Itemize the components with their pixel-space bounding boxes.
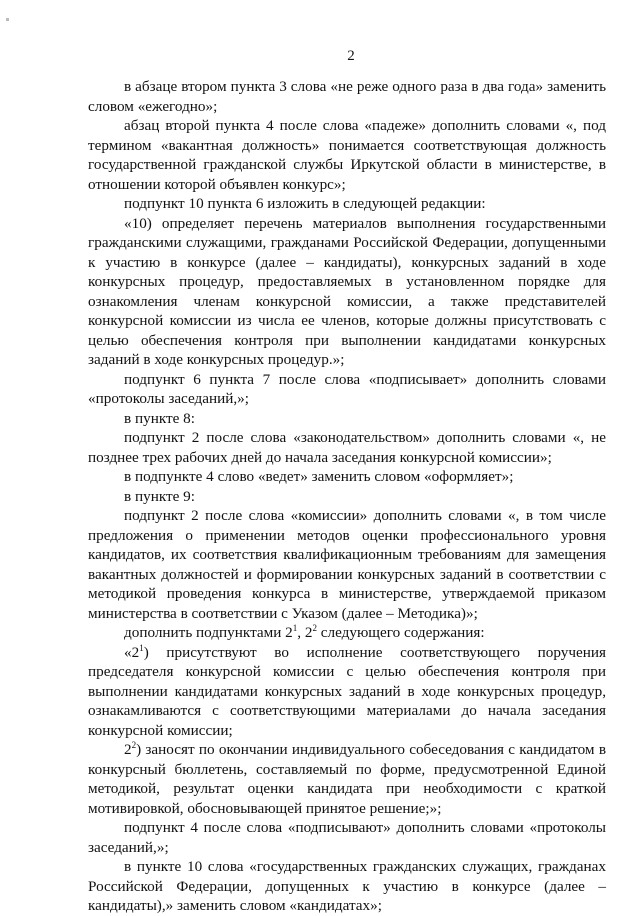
paragraph-11-text-c: следующего содержания: xyxy=(316,624,485,641)
paragraph-14: подпункт 4 после слова «подписывают» дополнить словами «протоколы заседаний,»; xyxy=(88,819,606,856)
paragraph-13-text-a: 2 xyxy=(124,741,132,758)
paragraph-13-text-b: ) заносят по окончании индивидуального собеседования с кандидатом в конкурсный бюллетень, составляемый по форме, предусмотренной Единой методикой, результат оценки кандидата при необходимости с краткой мотивировкой, обосновывающей принятое решение;»; xyxy=(88,741,606,817)
paragraph-12-text-b: ) присутствуют во исполнение соответствующего поручения председателя конкурсной комиссии с целью обеспечения контроля при выполнении кандидатами конкурсных заданий в ходе конкурсных процедур, ознакамливаются с соответствующими материалами до начала заседания конкурсной комиссии; xyxy=(88,643,606,739)
paragraph-4: «10) определяет перечень материалов выполнения государственными гражданскими служащими, гражданами Российской Федерации, допущенными к участию в конкурсе (далее – кандидаты), конкурсных заданий в ходе конкурсных процедур, предоставляемых в установленном порядке для ознакомления членам конкурсной комиссии, а также представителей конкурсной комиссии из числа ее членов, которые должны присутствовать с целью обеспечения контроля при выполнении кандидатами конкурсных заданий в ходе конкурсных процедур.»; xyxy=(88,214,606,368)
paragraph-8: в подпункте 4 слово «ведет» заменить словом «оформляет»; xyxy=(124,468,514,485)
paragraph-10: подпункт 2 после слова «комиссии» дополнить словами «, в том числе предложения о применении методов оценки профессионального уровня кандидатов, их соответствия квалификационным требованиям для замещения вакантных должностей и формировании конкурсных заданий в соответствии с методикой проведения конкурса в министерстве, утверждаемой приказом министерства в соответствии с Указом (далее – Методика)»; xyxy=(88,507,606,622)
paragraph-13 xyxy=(88,740,606,818)
superscript: 2 xyxy=(312,622,317,633)
paragraph-11 xyxy=(88,623,606,643)
paragraph-11-text-a: дополнить подпунктами 2 xyxy=(124,624,293,641)
paragraph-2: абзац второй пункта 4 после слова «падеже» дополнить словами «, под термином «вакантная должность» понимается соответствующая должность государственной гражданской службы Иркутской области в министерстве, в отношении которой объявлен конкурс»; xyxy=(88,117,606,193)
superscript: 2 xyxy=(131,739,137,750)
paragraph-7: подпункт 2 после слова «законодательством» дополнить словами «, не позднее трех рабочих дней до начала заседания конкурсной комиссии»; xyxy=(88,429,606,466)
paragraph-9: в пункте 9: xyxy=(124,487,195,505)
superscript: 1 xyxy=(139,642,144,653)
superscript: 1 xyxy=(292,622,298,633)
paragraph-12-text-a: «2 xyxy=(124,643,140,661)
scan-mark xyxy=(6,18,9,21)
paragraph-15: в пункте 10 слова «государственных гражданских служащих, гражданах Российской Федерации, допущенных к участию в конкурсе (далее – кандидаты),» заменить словом «кандидатах»; xyxy=(88,858,606,914)
page-number: 2 xyxy=(347,48,355,64)
paragraph-11-text-b: , 2 xyxy=(297,624,313,641)
paragraph-6: в пункте 8: xyxy=(124,409,195,427)
paragraph-1: в абзаце втором пункта 3 слова «не реже одного раза в два года» заменить словом «ежегодно»; xyxy=(88,78,606,115)
document-body xyxy=(88,77,606,916)
paragraph-3: подпункт 10 пункта 6 изложить в следующей редакции: xyxy=(124,195,486,212)
paragraph-12 xyxy=(88,643,606,741)
paragraph-5: подпункт 6 пункта 7 после слова «подписывает» дополнить словами «протоколы заседаний,»; xyxy=(88,370,606,407)
